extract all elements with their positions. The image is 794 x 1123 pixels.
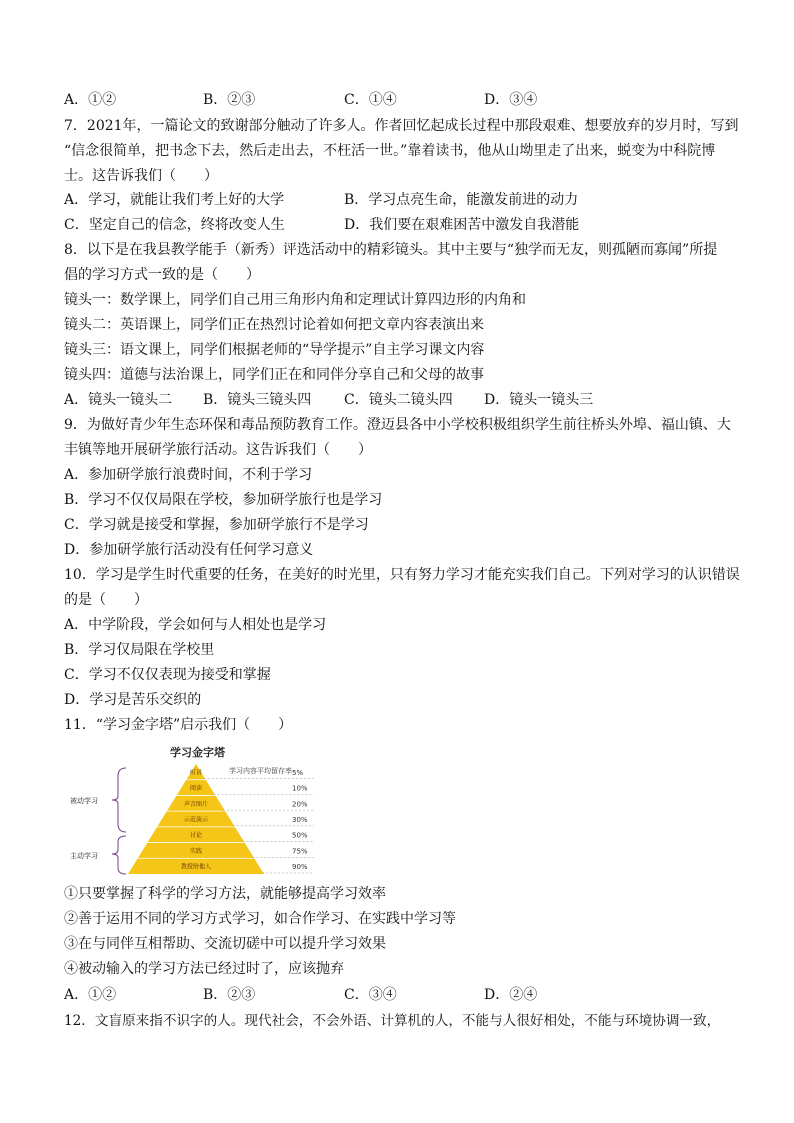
q11-option-b[interactable]: B．②③ xyxy=(203,987,256,1003)
q11-stem: 11．“学习金字塔”启示我们（ ） xyxy=(64,717,293,733)
q11-statement-1: ①只要掌握了科学的学习方法，就能够提高学习效率 xyxy=(64,886,386,902)
pyramid-value-label: 50% xyxy=(292,831,308,840)
q8-stem-line1: 8．以下是在我县教学能手（新秀）评选活动中的精彩镜头。其中主要与“独学而无友，则孤陋而寡闻”所提 xyxy=(64,242,718,258)
q9-option-b[interactable]: B．学习不仅仅局限在学校，参加研学旅行也是学习 xyxy=(64,492,383,508)
pyramid-layer-label: 阅读 xyxy=(189,785,203,793)
q8-shot-3: 镜头三：语文课上，同学们根据老师的“导学提示”自主学习课文内容 xyxy=(64,342,485,358)
q6-option-b[interactable]: B．②③ xyxy=(203,92,256,108)
pyramid-value-labels xyxy=(292,769,308,871)
q8-shot-4: 镜头四：道德与法治课上，同学们正在和同伴分享自己和父母的故事 xyxy=(64,367,484,383)
pyramid-value-label: 5% xyxy=(292,768,304,777)
pyramid-layer-label: 实践 xyxy=(189,847,203,855)
q9-option-c[interactable]: C．学习就是接受和掌握，参加研学旅行不是学习 xyxy=(64,517,369,533)
passive-label: 被动学习 xyxy=(70,797,98,805)
q7-option-c[interactable]: C．坚定自己的信念，终将改变人生 xyxy=(64,217,285,233)
pyramid-value-label: 30% xyxy=(292,816,308,824)
pyramid-layers xyxy=(128,764,314,874)
learning-pyramid-figure xyxy=(66,742,326,878)
q11-option-a[interactable]: A．①② xyxy=(64,987,117,1003)
active-label: 主动学习 xyxy=(70,852,98,860)
q7-option-a[interactable]: A．学习，就能让我们考上好的大学 xyxy=(64,192,285,208)
q8-shot-2: 镜头二：英语课上，同学们正在热烈讨论着如何把文章内容表演出来 xyxy=(64,317,484,333)
pyramid-value-label: 90% xyxy=(292,863,308,872)
q8-option-b[interactable]: B．镜头三镜头四 xyxy=(203,392,312,408)
pyramid-layer-label: 教授给他人 xyxy=(180,863,212,871)
q7-option-d[interactable]: D．我们要在艰难困苦中激发自我潜能 xyxy=(344,217,580,233)
q11-option-c[interactable]: C．③④ xyxy=(344,987,397,1003)
q7-stem-line1: 7．2021年，一篇论文的致谢部分触动了许多人。作者回忆起成长过程中那段艰难、想要放弃的岁月时，写到 xyxy=(64,118,739,134)
q12-stem-line1: 12．文盲原来指不识字的人。现代社会，不会外语、计算机的人，不能与人很好相处，不能与环境协调一致， xyxy=(64,1013,721,1029)
pyramid-layer-label: 声音图片 xyxy=(183,800,209,808)
q9-stem-line1: 9．为做好青少年生态环保和毒品预防教育工作。澄迈县各中小学校积极组织学生前往桥头外埠、福山镇、大 xyxy=(64,417,731,433)
pyramid-value-label: 10% xyxy=(292,784,308,793)
q8-option-c[interactable]: C．镜头二镜头四 xyxy=(344,392,453,408)
q10-option-b[interactable]: B．学习仅局限在学校里 xyxy=(64,642,215,658)
passive-bracket xyxy=(112,768,126,832)
pyramid-layer-label: 听讲 xyxy=(189,769,203,777)
q10-stem-line1: 10．学习是学生时代重要的任务，在美好的时光里，只有努力学习才能充实我们自己。下列对学习的认识错误 xyxy=(64,567,740,583)
q9-stem-line2: 丰镇等地开展研学旅行活动。这告诉我们（ ） xyxy=(64,442,372,458)
q6-option-a[interactable]: A．①② xyxy=(64,92,117,108)
q8-shot-1: 镜头一：数学课上，同学们自己用三角形内角和定理试计算四边形的内角和 xyxy=(64,292,526,308)
q10-option-a[interactable]: A．中学阶段，学会如何与人相处也是学习 xyxy=(64,617,327,633)
rate-header: 学习内容平均留存率 xyxy=(229,767,292,775)
q7-stem-line3: 士。这告诉我们（ ） xyxy=(64,168,218,184)
q9-option-d[interactable]: D．参加研学旅行活动没有任何学习意义 xyxy=(64,542,314,558)
q10-stem-line2: 的是（ ） xyxy=(64,592,148,608)
q7-option-b[interactable]: B．学习点亮生命，能激发前进的动力 xyxy=(344,192,579,208)
q11-statement-4: ④被动输入的学习方法已经过时了，应该抛弃 xyxy=(64,961,344,977)
q8-stem-line2: 倡的学习方式一致的是（ ） xyxy=(64,267,260,283)
active-bracket xyxy=(112,836,126,874)
q8-option-d[interactable]: D．镜头一镜头三 xyxy=(484,392,594,408)
q11-statement-3: ③在与同伴互相帮助、交流切磋中可以提升学习效果 xyxy=(64,936,386,952)
q10-option-d[interactable]: D．学习是苦乐交织的 xyxy=(64,692,202,708)
pyramid-layer-label: 示范演示 xyxy=(183,816,209,824)
q9-option-a[interactable]: A．参加研学旅行浪费时间，不利于学习 xyxy=(64,467,313,483)
pyramid-title: 学习金字塔 xyxy=(170,746,225,759)
q11-statement-2: ②善于运用不同的学习方式学习，如合作学习、在实践中学习等 xyxy=(64,911,456,927)
q6-option-d[interactable]: D．③④ xyxy=(484,92,538,108)
pyramid-value-label: 75% xyxy=(292,847,308,856)
q10-option-c[interactable]: C．学习不仅仅表现为接受和掌握 xyxy=(64,667,271,683)
q11-option-d[interactable]: D．②④ xyxy=(484,987,538,1003)
pyramid-value-label: 20% xyxy=(292,800,308,809)
q6-option-c[interactable]: C．①④ xyxy=(344,92,397,108)
q8-option-a[interactable]: A．镜头一镜头二 xyxy=(64,392,173,408)
pyramid-layer-label: 讨论 xyxy=(189,832,203,840)
q7-stem-line2: “信念很简单，把书念下去，然后走出去，不枉活一世。”靠着读书，他从山坳里走了出来，蜕变为中科院博 xyxy=(64,143,716,159)
